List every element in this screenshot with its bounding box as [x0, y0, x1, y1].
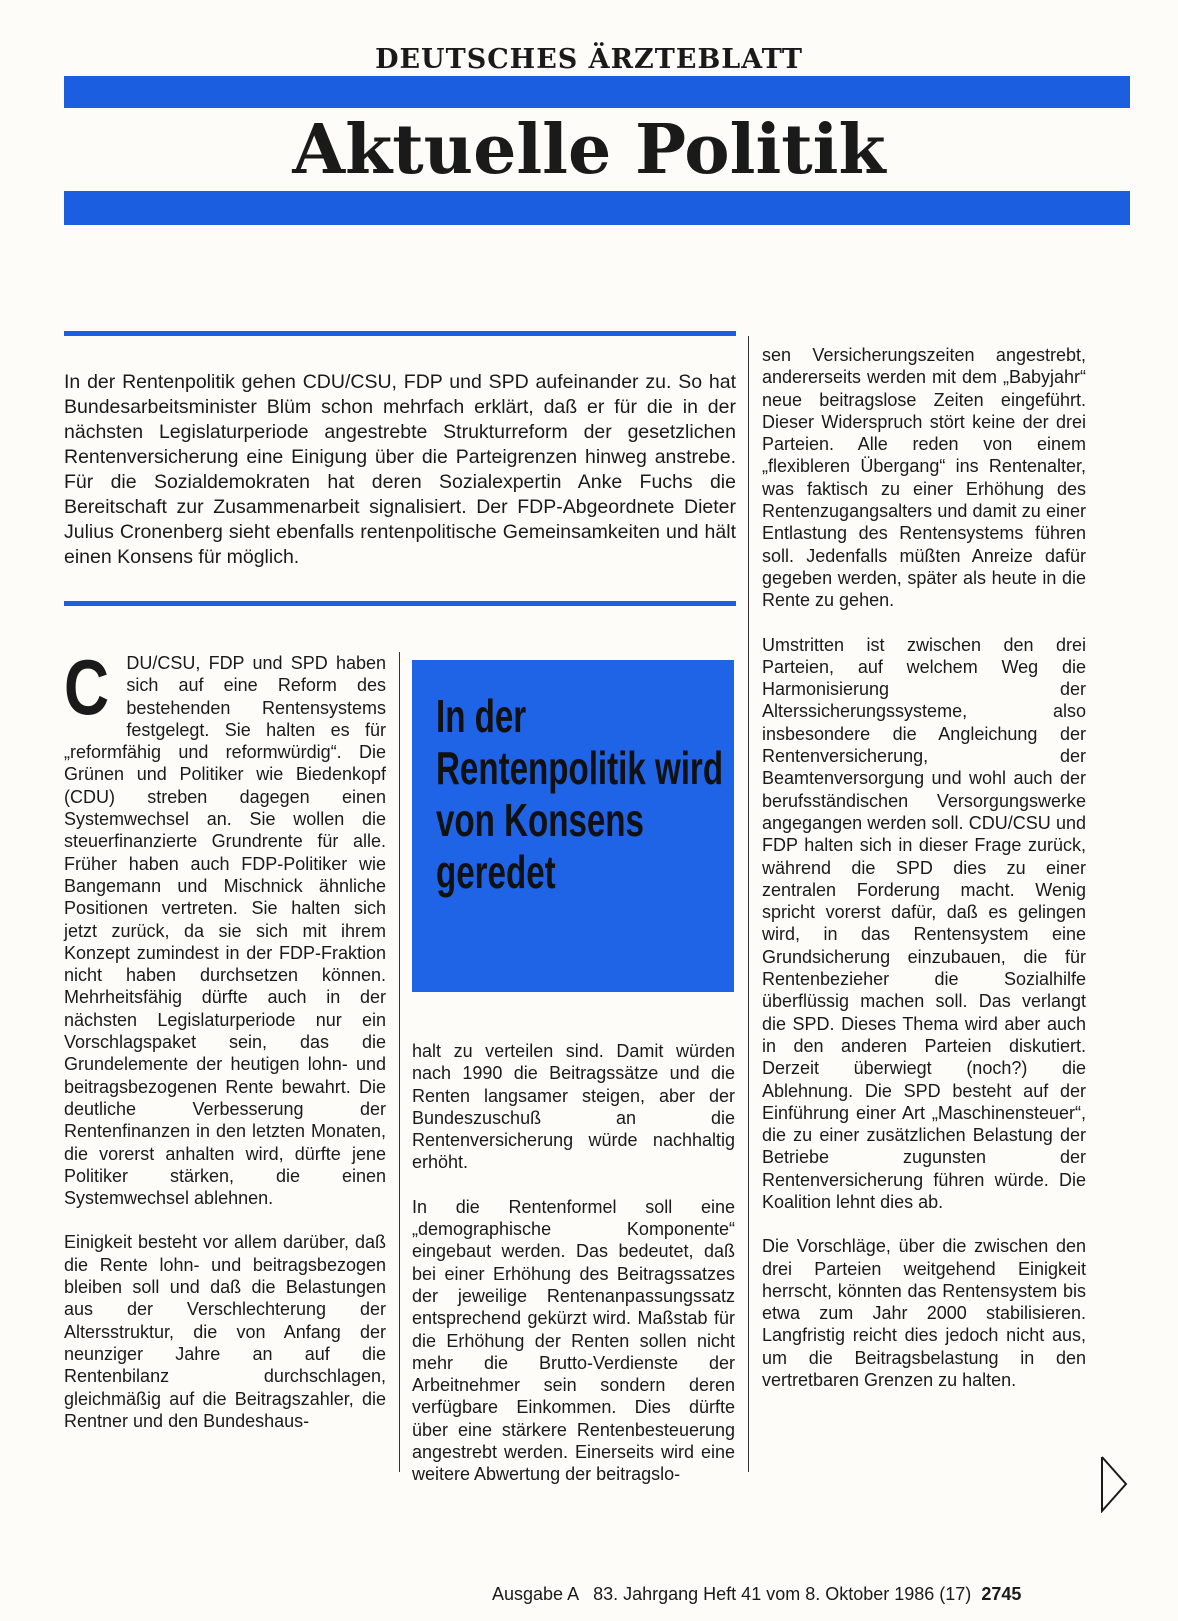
issue-info: Ausgabe A 83. Jahrgang Heft 41 vom 8. Oktober 1986 (17): [492, 1584, 972, 1604]
col2-paragraph-2: In die Rentenformel soll eine „demographische Komponente“ eingebaut werden. Das bedeutet, daß bei einer Erhöhung des Beitragssatzes der jeweilige Rentenanpassungssatz entsprechend gekürzt wird. Maßstab für die Erhöhung der Renten sollen nicht mehr die Brutto-Verdienste der Arbeitnehmer sein sondern deren verfügbare Einkommen. Dies dürfte über eine stärkere Rentenbesteuerung angestrebt werden. Einerseits wird eine weitere Abwertung der beitragslo-: [412, 1196, 735, 1485]
col1-paragraph-1-text: DU/CSU, FDP und SPD haben sich auf eine Reform des bestehenden Rentensystems festgelegt. Sie halten es für „reformfähig und reformwürdig“. Die Grünen und Politiker wie Biedenkopf (CDU) streben dagegen einen Systemwechsel an. Sie wollen die steuerfinanzierte Grundrente für alle. Früher haben auch FDP-Politiker wie Bangemann und Mischnick ähnliche Positionen vertreten. Sie halten sich jetzt zurück, da sie sich mit ihrem Konzept zumindest in der FDP-Fraktion nicht haben durchsetzen können. Mehrheitsfähig dürfte auch in der nächsten Legislaturperiode nur ein Vorschlagspaket sein, das die Grundelemente der heutigen lohn- und beitragsbezogenen Rente bewahrt. Die deutliche Verbesserung der Rentenfinanzen in den letzten Monaten, die vorerst anhalten wird, dürfte jene Politiker stärken, die einen Systemwechsel ablehnen.: [64, 653, 386, 1209]
pull-quote-box: [412, 660, 734, 992]
drop-cap: C: [64, 643, 110, 731]
lead-rule-bottom: [64, 601, 736, 606]
continue-arrow-icon: [1100, 1455, 1128, 1518]
page-number: 2745: [981, 1584, 1022, 1604]
col1-paragraph-1: [64, 643, 386, 1209]
column-1: [64, 643, 386, 1454]
header-band-bottom: [64, 191, 1130, 225]
col2-paragraph-1: halt zu verteilen sind. Damit würden nach 1990 die Beitragssätze und die Renten langsamer steigen, aber der Bundeszuschuß an die Rentenversicherung würde nachhaltig erhöht.: [412, 1041, 735, 1173]
col1-paragraph-2: Einigkeit besteht vor allem darüber, daß die Rente lohn- und beitragsbezogen bleiben soll und daß die Belastungen aus der Verschlechterung der Altersstruktur, die von Anfang der neunziger Jahre an auf die Rentenbilanz durchschlagen, gleichmäßig auf die Beitragszahler, die Rentner und den Bundeshaus-: [64, 1232, 386, 1431]
column-2: [412, 1040, 735, 1508]
pull-quote-text: In der Rentenpolitik wird von Konsens geredet: [436, 690, 724, 898]
lead-rule-top: [64, 331, 736, 336]
section-title: Aktuelle Politik: [292, 110, 886, 190]
page-footer: [492, 1584, 1021, 1605]
col3-paragraph-3: Die Vorschläge, über die zwischen den drei Parteien weitgehend Einigkeit herrscht, könnten das Rentensystem bis etwa zum Jahr 2000 stabilisieren. Langfristig reicht dies jedoch nicht aus, um die Beitragsbelastung in den vertretbaren Grenzen zu halten.: [762, 1236, 1086, 1391]
column-3: [762, 344, 1086, 1413]
lead-paragraph: In der Rentenpolitik gehen CDU/CSU, FDP und SPD aufeinander zu. So hat Bundesarbeitsminister Blüm schon mehrfach erklärt, daß er für die in der nächsten Legislaturperiode angestrebte Strukturreform der gesetzlichen Rentenversicherung eine Einigung über die Parteigrenzen hinweg anstrebe. Für die Sozialdemokraten hat deren Sozialexpertin Anke Fuchs die Bereitschaft zur Zusammenarbeit signalisiert. Der FDP-Abgeordnete Dieter Julius Cronenberg sieht ebenfalls rentenpolitische Gemeinsamkeiten und hält einen Konsens für möglich.: [64, 371, 736, 568]
col3-paragraph-2: Umstritten ist zwischen den drei Parteien, auf welchem Weg die Harmonisierung der Alterssicherungssysteme, also insbesondere die Angleichung der Rentenversicherung, der Beamtenversorgung und wohl auch der berufsständischen Versorgungswerke angegangen werden soll. CDU/CSU und FDP halten sich in dieser Frage zurück, während die SPD dies zu einer zentralen Forderung macht. Wenig spricht vorerst dafür, daß es gelingen wird, in das Rentensystem eine Grundsicherung einzubauen, die für Rentenbezieher die Sozialhilfe überflüssig machen soll. Das verlangt die SPD. Dieses Thema wird aber auch in den anderen Parteien diskutiert. Derzeit überwiegt (noch?) die Ablehnung. Die SPD besteht auf der Einführung einer Art „Maschinensteuer“, die zu einer zusätzlichen Belastung der Betriebe zugunsten der Rentenversicherung führen würde. Die Koalition lehnt dies ab.: [762, 634, 1086, 1212]
masthead: DEUTSCHES ÄRZTEBLATT: [375, 44, 803, 75]
col3-paragraph-1: sen Versicherungszeiten angestrebt, andererseits werden mit dem „Babyjahr“ neue beitragslose Zeiten eingeführt. Dieser Widerspruch stört keine der drei Parteien. Alle reden von einem „flexibleren Übergang“ ins Rentenalter, was faktisch zu einer Erhöhung des Rentenzugangsalters und damit zu einer Entlastung des Rentensystems führen soll. Jedenfalls müßten Anreize dafür gegeben werden, später als heute in die Rente zu gehen.: [762, 345, 1086, 611]
header-band-top: [64, 76, 1130, 108]
column-divider-2: [748, 336, 749, 1472]
column-divider-1: [399, 652, 400, 1472]
